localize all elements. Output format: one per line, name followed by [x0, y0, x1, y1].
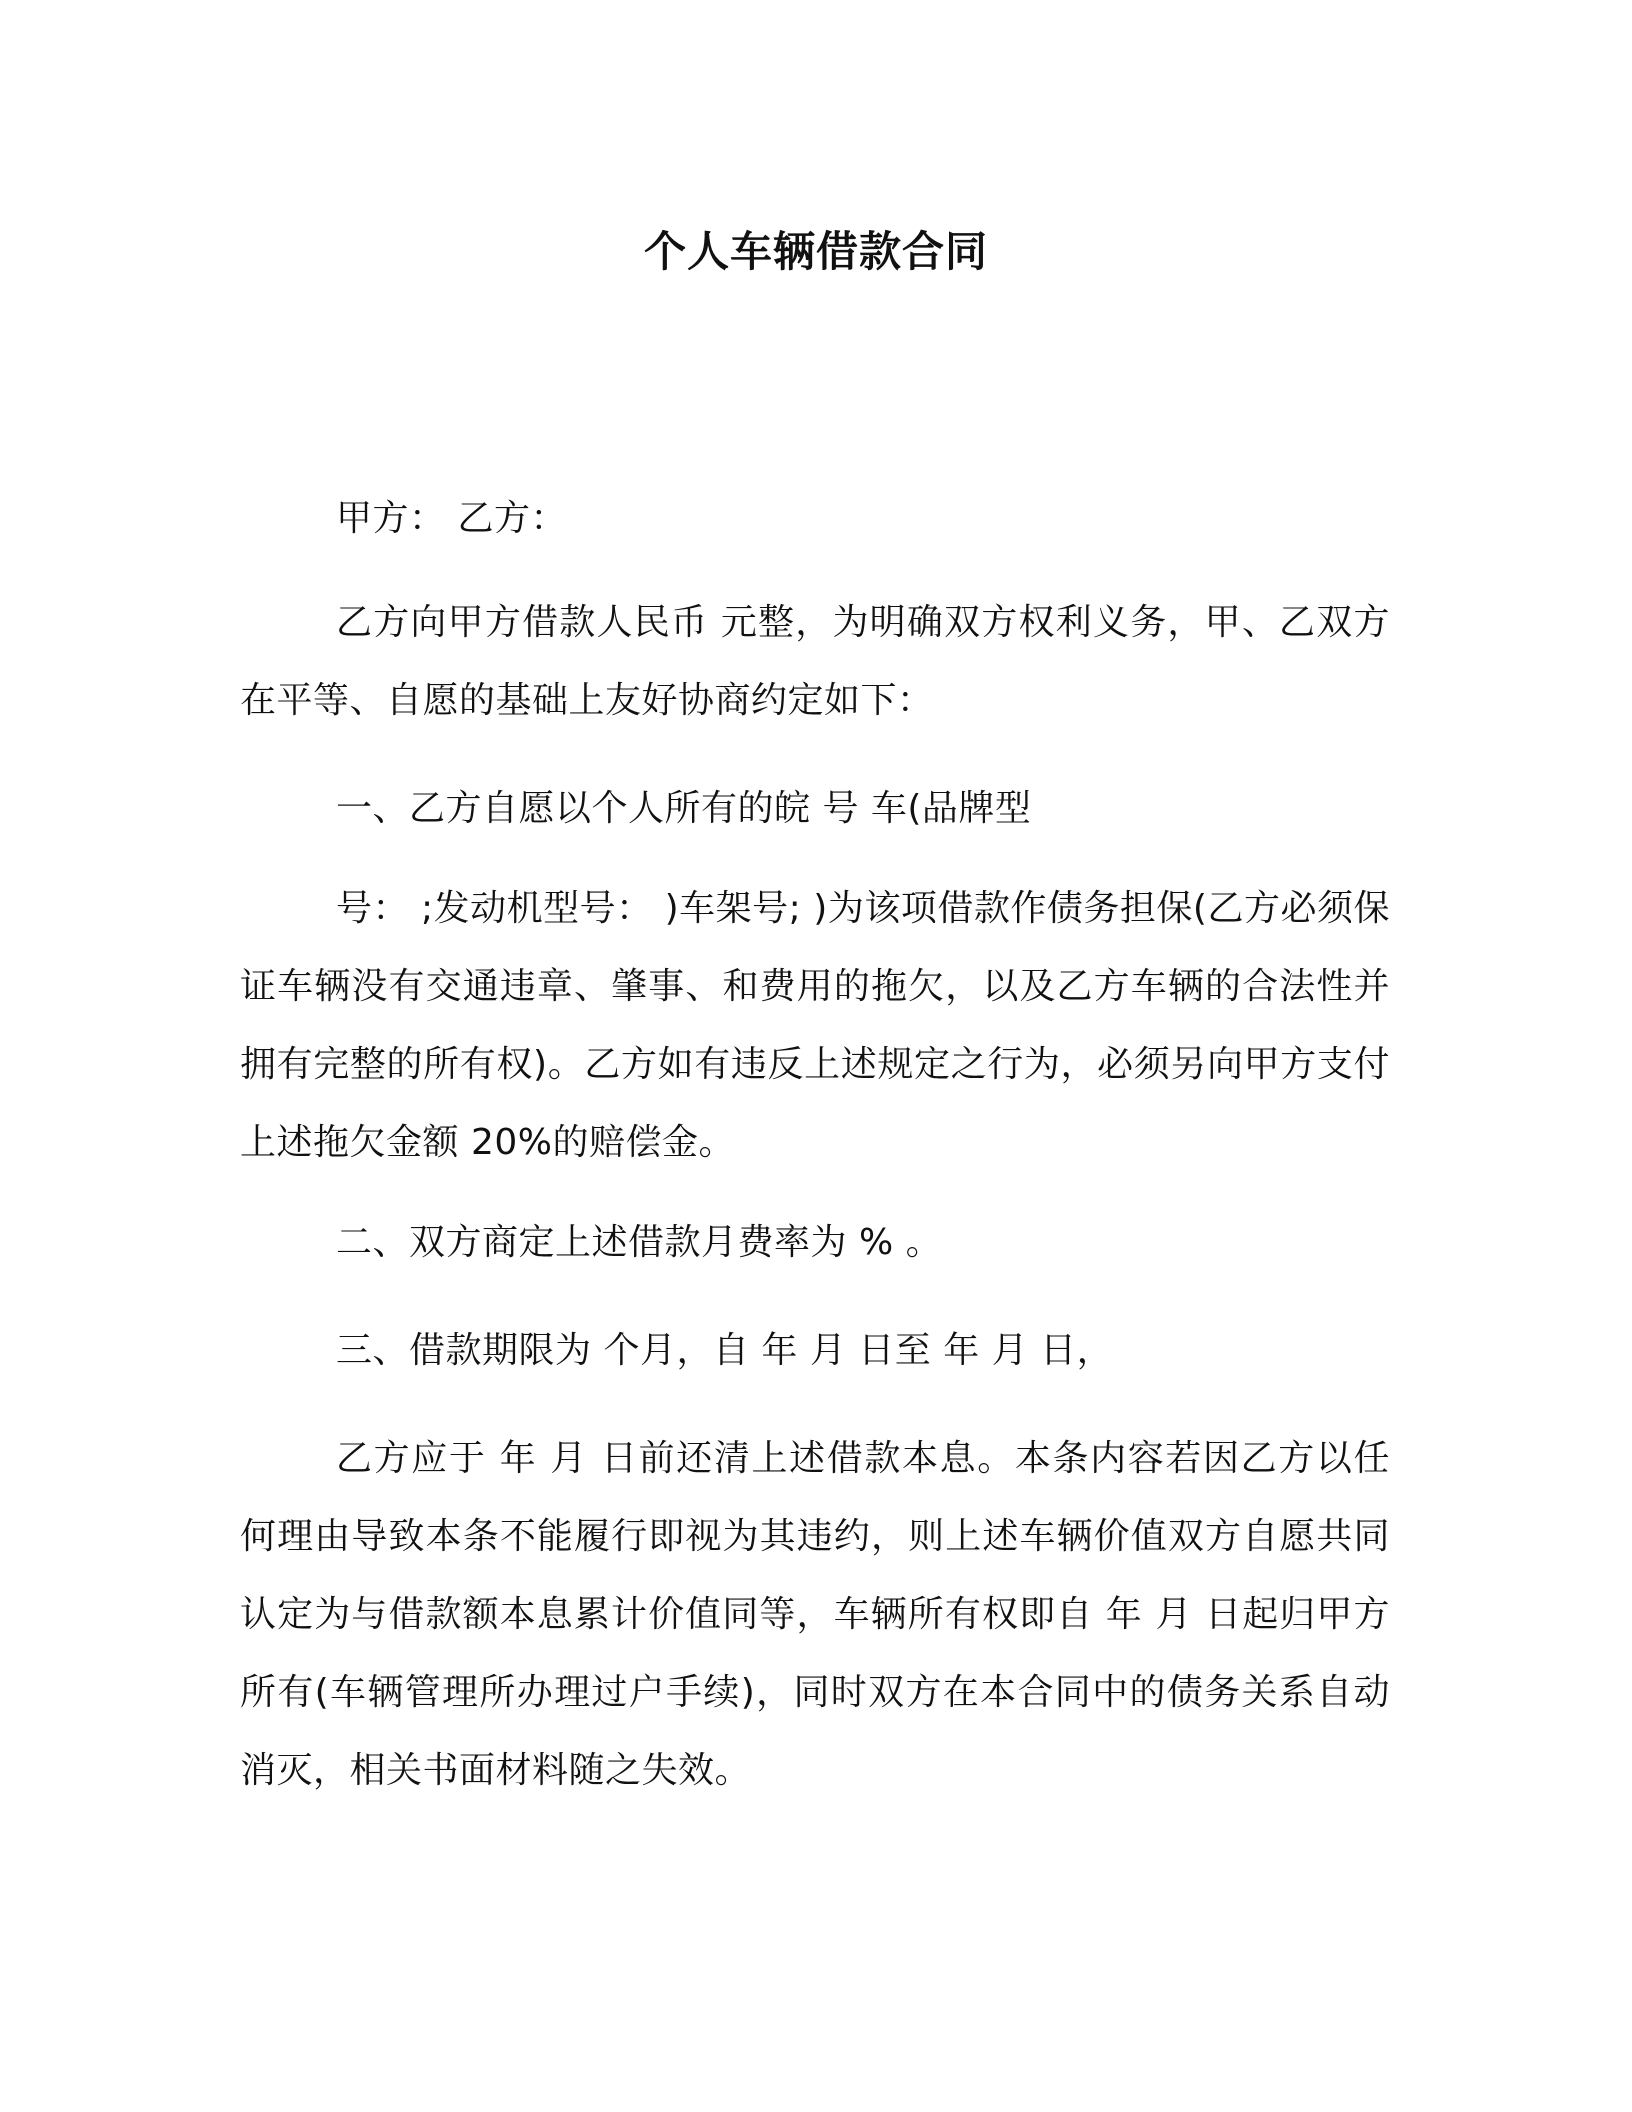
intro-paragraph: 乙方向甲方借款人民币 元整，为明确双方权利义务，甲、乙双方在平等、自愿的基础上友好协商约定如下： [240, 602, 1390, 721]
clause-1-heading: 一、乙方自愿以个人所有的皖 号 车(品牌型 [336, 788, 1032, 829]
document-title: 个人车辆借款合同 [643, 227, 988, 276]
clause-2: 二、双方商定上述借款月费率为 % 。 [336, 1222, 943, 1263]
clause-1-body: 号： ;发动机型号： )车架号; )为该项借款作债务担保(乙方必须保证车辆没有交通违章、肇事、和费用的拖欠，以及乙方车辆的合法性并拥有完整的所有权)。乙方如有违反上述规定之行为，必须另向甲方支付上述拖欠金额 20%的赔偿金。 [240, 888, 1390, 1163]
clause-3-heading: 三、借款期限为 个月，自 年 月 日至 年 月 日， [336, 1330, 1114, 1371]
parties-line: 甲方： 乙方： [336, 498, 567, 539]
clause-3-body: 乙方应于 年 月 日前还清上述借款本息。本条内容若因乙方以任何理由导致本条不能履行即视为其违约，则上述车辆价值双方自愿共同认定为与借款额本息累计价值同等，车辆所有权即自 年 月 日起归甲方所有(车辆管理所办理过户手续)，同时双方在本合同中的债务关系自动消灭，相关书面材料随之失效。 [240, 1438, 1390, 1791]
